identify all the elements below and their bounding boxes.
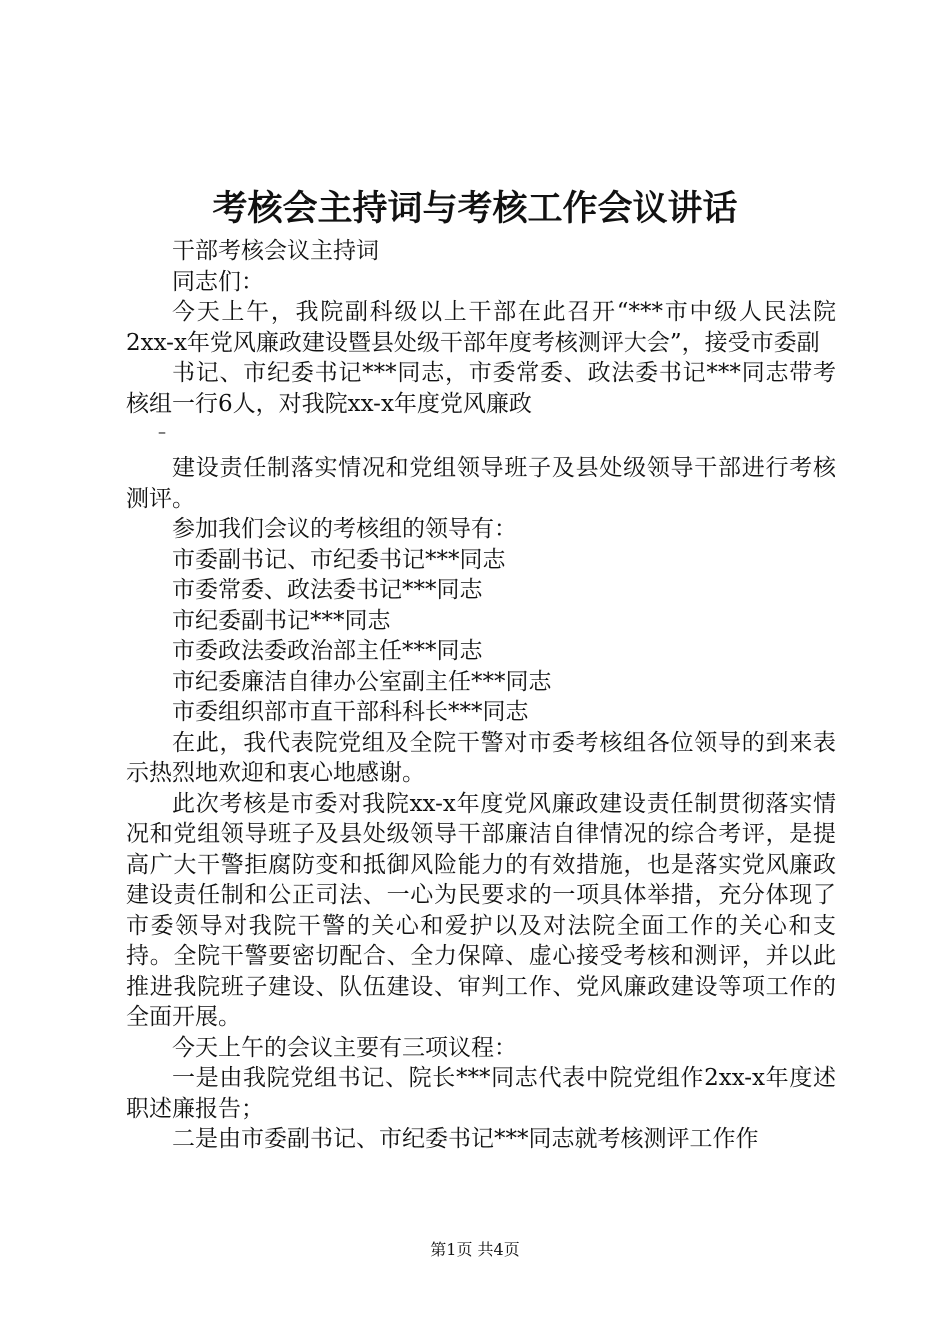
list-item: 市纪委廉洁自律办公室副主任***同志	[172, 668, 552, 695]
paragraph-salutation: 同志们：	[172, 268, 264, 295]
document-body	[126, 236, 836, 1155]
list-item: 市委组织部市直干部科科长***同志	[172, 699, 529, 725]
document-title: 考核会主持词与考核工作会议讲话	[212, 188, 738, 229]
list-item: 市纪委副书记***同志	[172, 607, 391, 634]
spacer	[126, 445, 836, 453]
paragraph: 今天上午，我院副科级以上干部在此召开“***市中级人民法院2xx-x年党风廉政建设暨县处级干部年度考核测评大会”，接受市委副	[126, 299, 836, 356]
list-item: 市委政法委政治部主任***同志	[172, 638, 483, 664]
paragraph: 二是由市委副书记、市纪委书记***同志就考核测评工作作	[172, 1126, 759, 1152]
paragraph: 此次考核是市委对我院xx-x年度党风廉政建设责任制贯彻落实情况和党组领导班子及县处级领导干部廉洁自律情况的综合考评，是提高广大干警拒腐防变和抵御风险能力的有效措施，也是落实党风廉政建设责任制和公正司法、一心为民要求的一项具体举措，充分体现了市委领导对我院干警的关心和爱护以及对法院全面工作的关心和支持。全院干警要密切配合、全力保障、虚心接受考核和测评，并以此推进我院班子建设、队伍建设、审判工作、党风廉政建设等项工作的全面开展。	[126, 790, 836, 1030]
paragraph-heading: 干部考核会议主持词	[172, 238, 379, 264]
paragraph: 建设责任制落实情况和党组领导班子及县处级领导干部进行考核测评。	[126, 455, 836, 512]
paragraph: 参加我们会议的考核组的领导有：	[172, 516, 517, 542]
paragraph: 书记、市纪委书记***同志，市委常委、政法委书记***同志带考核组一行6人，对我院xx-x年度党风廉政	[126, 360, 836, 417]
page-footer: 第1页 共4页	[430, 1240, 520, 1259]
paragraph: 一是由我院党组书记、院长***同志代表中院党组作2xx-x年度述职述廉报告；	[126, 1065, 836, 1122]
paragraph: 在此，我代表院党组及全院干警对市委考核组各位领导的到来表示热烈地欢迎和衷心地感谢。	[126, 729, 836, 786]
list-item: 市委副书记、市纪委书记***同志	[172, 546, 506, 573]
page-break-mark: –	[158, 422, 166, 441]
list-item: 市委常委、政法委书记***同志	[172, 577, 483, 603]
paragraph: 今天上午的会议主要有三项议程：	[172, 1034, 517, 1061]
